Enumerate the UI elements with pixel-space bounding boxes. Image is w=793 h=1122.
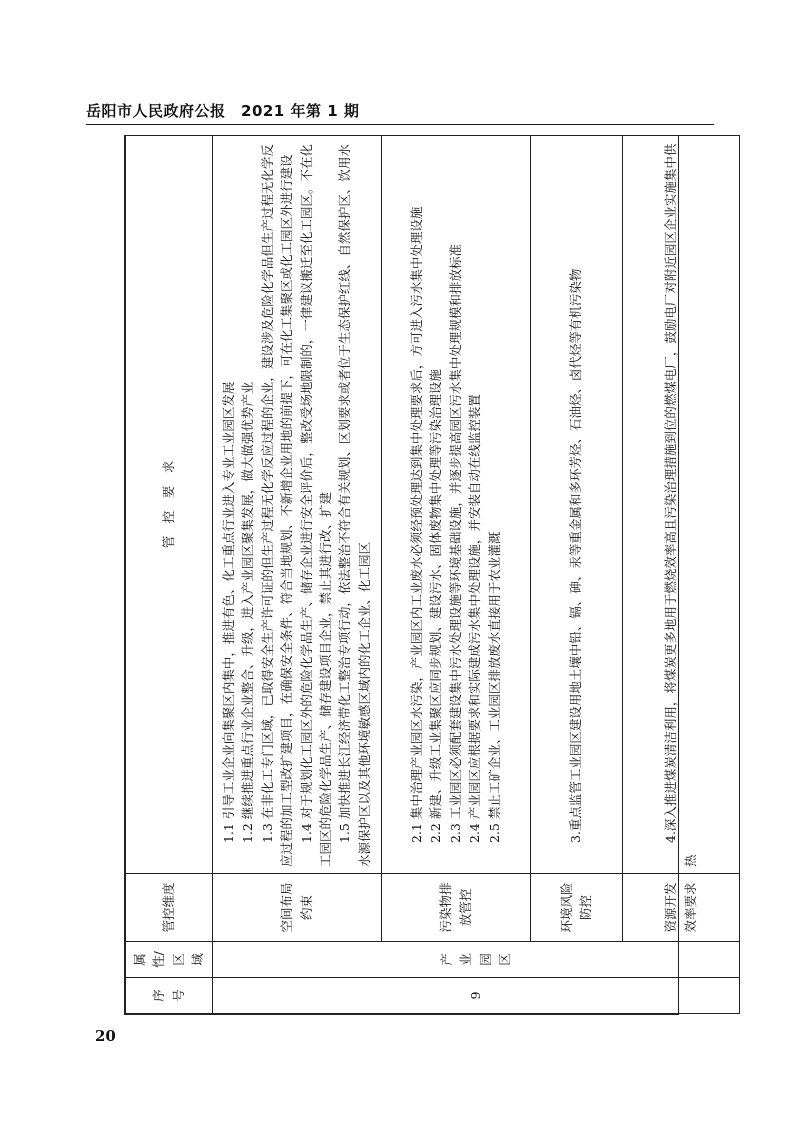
requirement-item: 2.4 产业园区应根据要求和实际建成污水集中处理设施，并安装自动在线监控装置 <box>467 394 483 843</box>
attr-cell: 产业园区 <box>212 942 739 978</box>
requirement-item: 2.2 新建、升级工业集聚区应同步规划、建设污水、固体废物集中处理等污染治理设施 <box>428 369 444 843</box>
bulletin-header: 岳阳市人民政府公报 2021 年第 1 期 <box>86 102 360 120</box>
column-header-dimension: 管控维度 <box>126 874 213 942</box>
regulation-table <box>125 135 740 1014</box>
column-header-requirements: 管 控 要 求 <box>126 136 213 874</box>
dimension-pollution: 污染物排放管控 <box>381 874 530 942</box>
requirement-item: 1.1 引导工业企业向集聚区内集中，推进有色、化工重点行业进入专业工业园区发展 <box>221 381 236 843</box>
requirement-item: 4.深入推进煤炭清洁利用，将煤炭更多地用于燃烧效率高且污染治理措施到位的燃煤电厂，鼓励电厂对附近园区企业实施集中供热 <box>663 143 698 867</box>
requirement-item: 2.1 集中治理产业园区水污染，产业园区内工业废水必须经预处理达到集中处理要求后，方可进入污水集中处理设施 <box>409 206 425 843</box>
requirement-item: 1.2 继续推进重点行业企业整合、升级，进入产业园区聚集发展，做大做强优势产业 <box>240 381 256 843</box>
requirement-item: 1.5 加快推进长江经济带化工整治专项行动，依法整治不符合有关规划、区划要求或者位于生态保护红线、自然保护区、饮用水水源保护区以及其他环境敏感区域内的化工企业、化工园区 <box>337 144 372 867</box>
page-number: 20 <box>95 1027 116 1045</box>
column-header-attr: 属性/区域 <box>126 942 213 978</box>
dimension-spatial: 空间布局约束 <box>212 874 381 942</box>
header-divider <box>86 124 714 125</box>
requirements-resource <box>622 136 739 874</box>
requirements-risk <box>530 136 622 874</box>
column-header-seq: 序号 <box>126 978 213 1014</box>
regulation-table-frame <box>124 135 698 1015</box>
dimension-resource: 资源开发效率要求 <box>622 874 739 942</box>
requirement-item: 1.4 对于规划化工园区外的危险化学品生产、储存企业进行安全评价后，整改受场地限制的，一律建议搬迁至化工园区。不在化工园区的危险化学品生产、储存建设项目企业，禁止其进行改、扩建 <box>298 144 333 867</box>
requirements-spatial <box>212 136 381 874</box>
rotated-table-container <box>125 136 698 1014</box>
requirement-item: 2.3 工业园区必须配套建设集中污水处理设施等环境基础设施，并逐步提高园区污水集中处理规模和排放标准 <box>447 244 463 843</box>
dimension-risk: 环境风险防控 <box>530 874 622 942</box>
seq-cell: 9 <box>212 978 739 1014</box>
requirement-item: 1.3 在非化工专门区域，已取得安全生产许可证的但生产过程无化学反应过程的企业，建设涉及危险化学品但生产过程无化学反应过程的加工型改扩建项目，在确保安全条件、符合当地规划、不新增企业用地的前提下，可在化工集聚区或化工园区外进行建设 <box>259 144 295 867</box>
requirement-item: 3.重点监管工业园区建设用地土壤中铅、镉、砷、汞等重金属和多环芳烃、石油烃、卤代烃等有机污染物 <box>568 268 584 843</box>
requirement-item: 2.5 禁止工矿企业、工业园区排放废水直接用于农业灌溉 <box>486 531 502 843</box>
requirements-pollution <box>381 136 530 874</box>
